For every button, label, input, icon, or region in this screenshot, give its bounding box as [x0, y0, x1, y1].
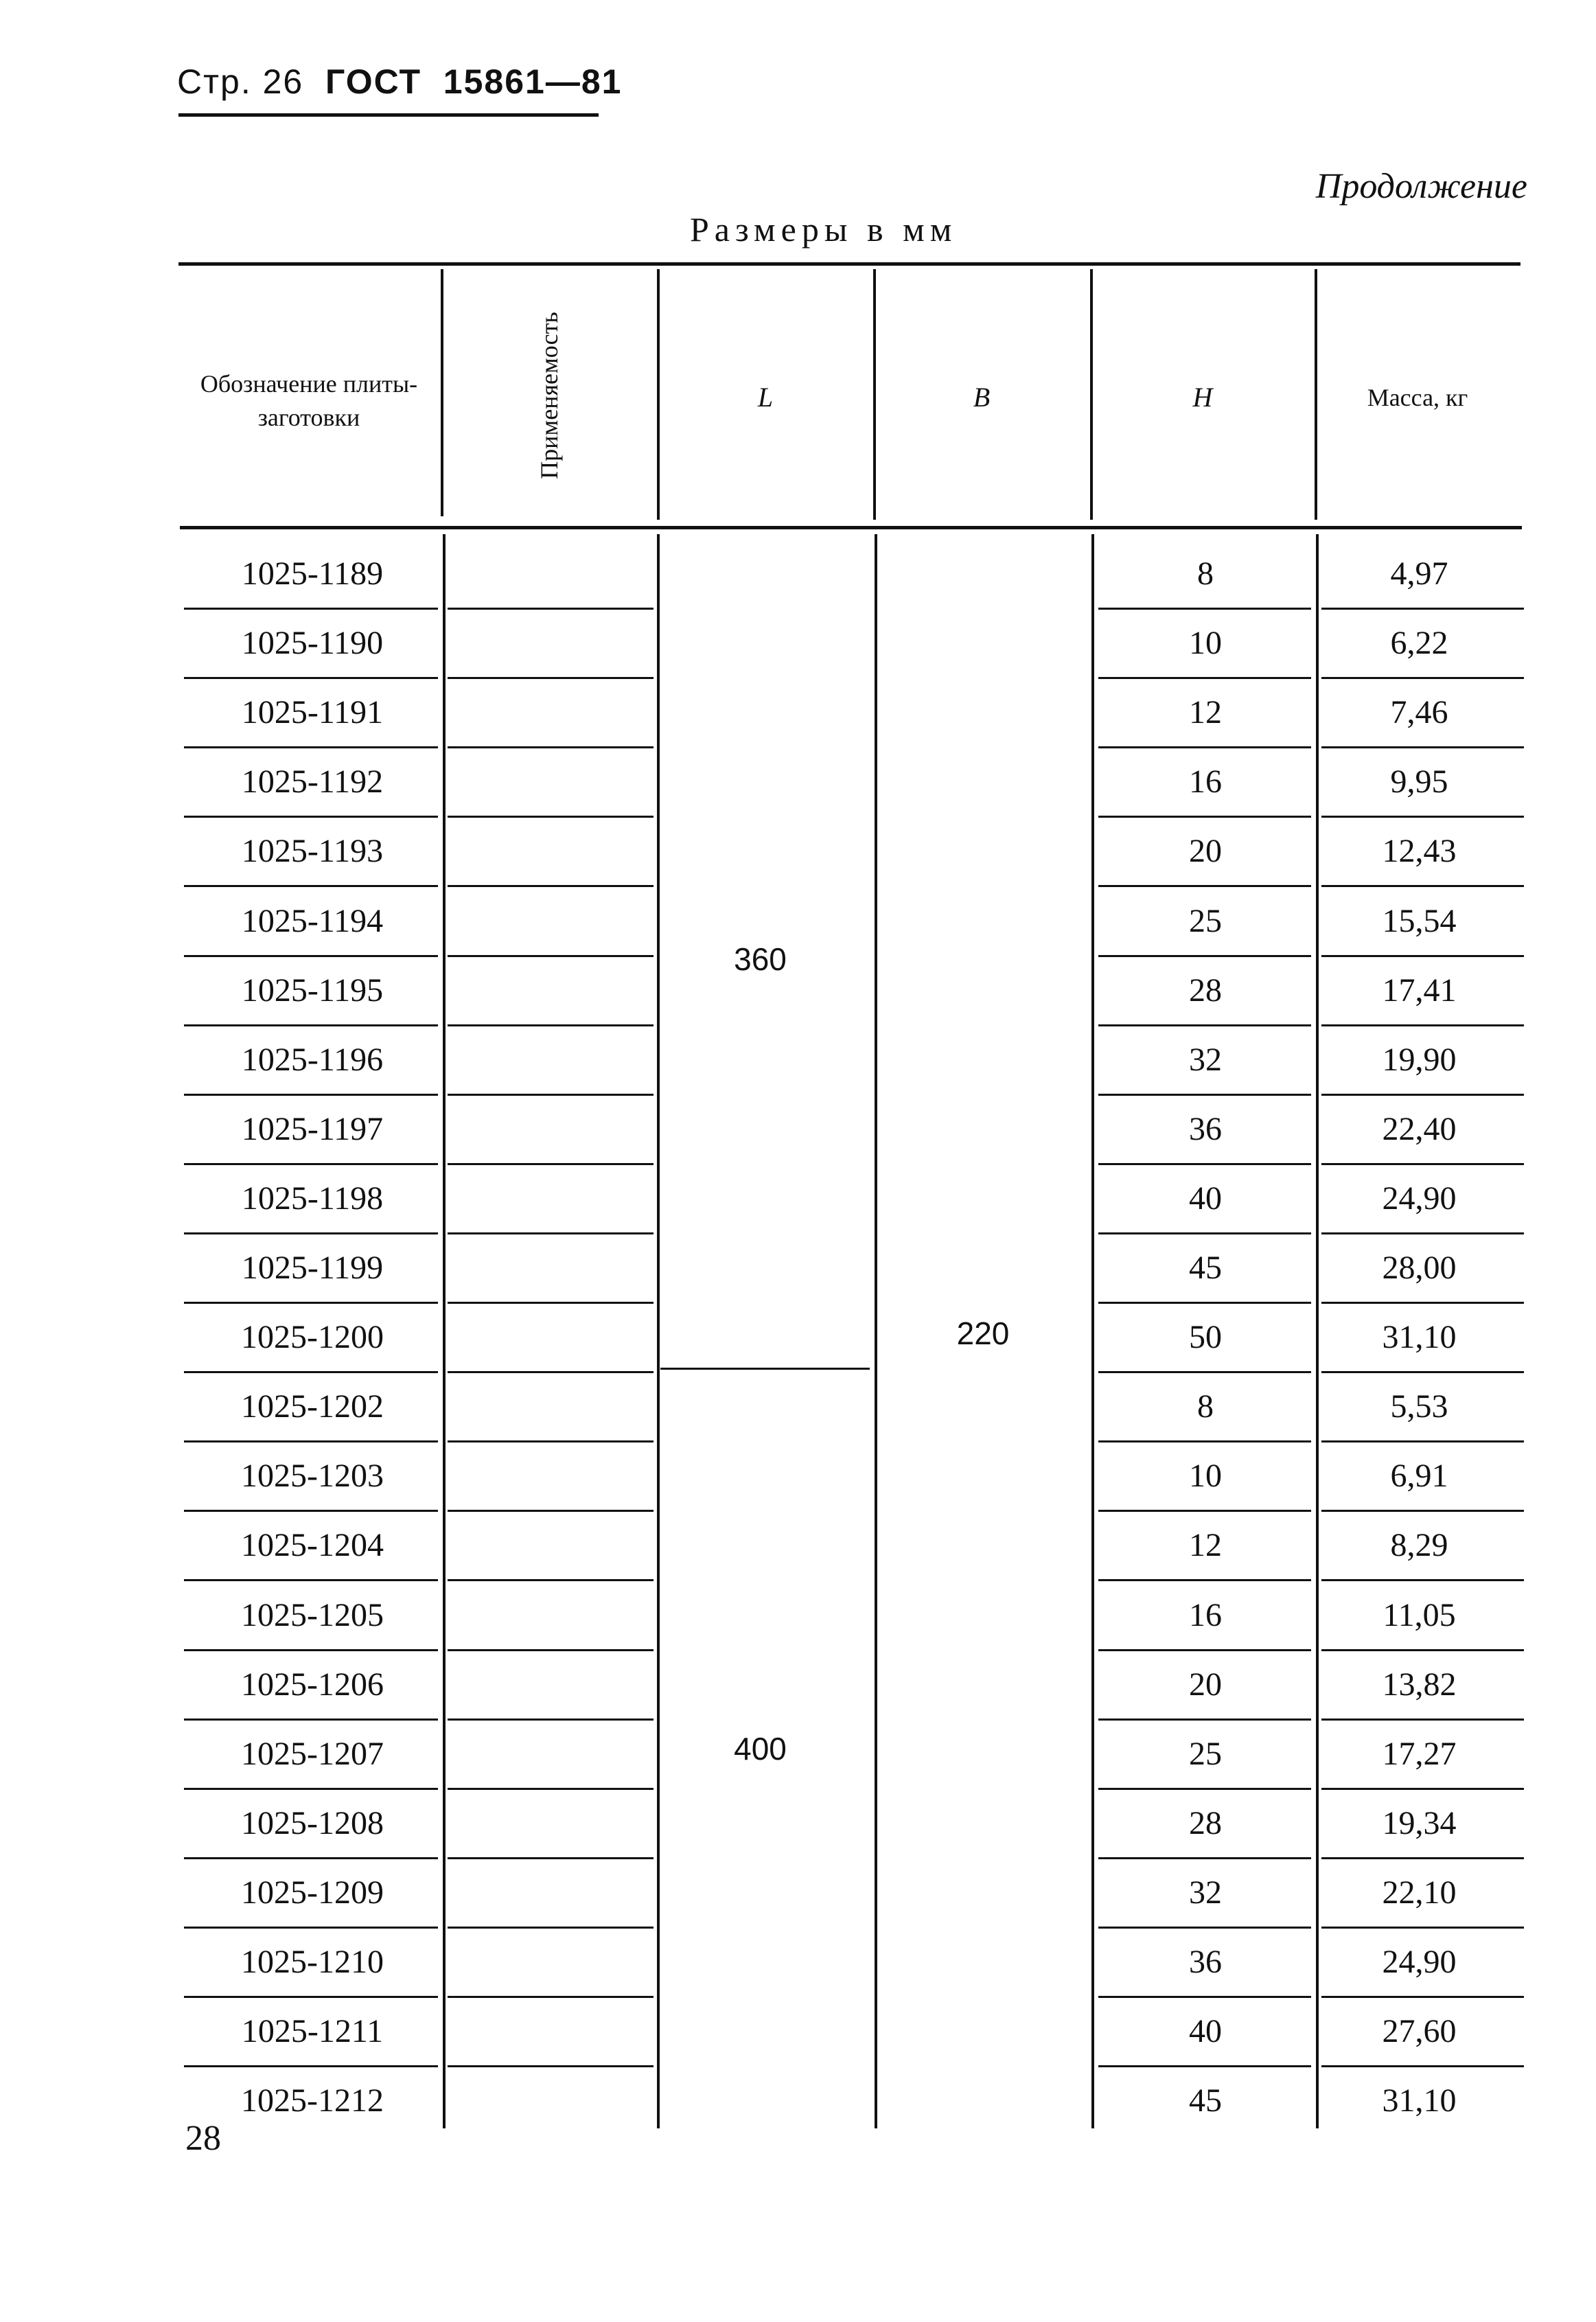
row-mass: 22,40 [1382, 1110, 1457, 1147]
row-separator [448, 955, 654, 957]
row-code: 1025-1189 [241, 555, 384, 592]
row-separator [184, 677, 438, 679]
row-separator [448, 1718, 654, 1721]
dimensions-note: Размеры в мм [690, 210, 958, 249]
row-mass: 31,10 [1382, 2082, 1457, 2119]
page-label: Стр. 26 [177, 62, 304, 101]
row-separator [1321, 1579, 1524, 1581]
row-separator [448, 1302, 654, 1304]
row-mass: 9,95 [1390, 763, 1448, 801]
row-H: 28 [1189, 1804, 1222, 1841]
row-separator [184, 1579, 438, 1581]
row-code: 1025-1210 [241, 1944, 384, 1980]
row-separator [184, 1094, 438, 1096]
col-header-H: H [1192, 382, 1213, 413]
row-separator [184, 1649, 438, 1651]
row-separator [1098, 1510, 1311, 1512]
row-code: 1025-1204 [241, 1527, 384, 1564]
row-mass: 22,10 [1382, 1874, 1457, 1911]
row-code: 1025-1208 [241, 1804, 384, 1841]
row-H: 28 [1189, 972, 1222, 1009]
row-code: 1025-1211 [241, 2013, 384, 2050]
row-separator [1098, 1302, 1311, 1304]
row-separator [1098, 1371, 1311, 1373]
row-separator [448, 1788, 654, 1790]
row-mass: 11,05 [1383, 1596, 1456, 1633]
row-separator [184, 1718, 438, 1721]
row-H: 25 [1189, 1735, 1222, 1772]
body-divider [1091, 534, 1094, 2128]
row-separator [448, 1649, 654, 1651]
row-separator [1098, 677, 1311, 679]
standard-number: 15861—81 [443, 62, 623, 101]
row-mass: 24,90 [1382, 1180, 1457, 1217]
row-H: 12 [1189, 1527, 1222, 1564]
row-separator [184, 816, 438, 818]
row-mass: 13,82 [1382, 1666, 1457, 1703]
standard-label: ГОСТ [325, 62, 421, 101]
row-separator [1098, 885, 1311, 887]
row-separator [184, 1302, 438, 1304]
row-mass: 19,34 [1382, 1804, 1457, 1841]
row-mass: 28,00 [1382, 1250, 1457, 1286]
row-H: 20 [1189, 1666, 1222, 1703]
row-H: 45 [1189, 1250, 1222, 1286]
row-separator [448, 1579, 654, 1581]
col-header-applicability: Применяемость [535, 312, 563, 479]
row-separator [448, 885, 654, 887]
B-value-220: 220 [956, 1315, 1010, 1351]
row-separator [448, 1094, 654, 1096]
L-group-divider [660, 1368, 870, 1370]
body-divider [1316, 534, 1319, 2128]
col-header-designation: Обозначение плиты-заготовки [200, 370, 418, 431]
row-mass: 12,43 [1382, 833, 1457, 870]
row-separator [1098, 1024, 1311, 1026]
row-separator [184, 1024, 438, 1026]
body-divider [657, 534, 660, 2128]
row-separator [1321, 1024, 1524, 1026]
row-separator [448, 1996, 654, 1998]
row-mass: 17,41 [1382, 972, 1457, 1009]
row-separator [1098, 1718, 1311, 1721]
table-top-rule [178, 262, 1520, 266]
row-separator [1321, 1371, 1524, 1373]
col-header-mass: Масса, кг [1367, 384, 1468, 411]
row-H: 20 [1189, 833, 1222, 870]
row-code: 1025-1203 [241, 1458, 384, 1495]
continuation-label: Продолжение [1315, 167, 1527, 206]
col-header-B: B [973, 382, 991, 413]
row-separator [1321, 1510, 1524, 1512]
row-separator [184, 885, 438, 887]
row-separator [1098, 746, 1311, 748]
row-mass: 24,90 [1382, 1944, 1457, 1980]
page-number: 28 [185, 2119, 221, 2158]
row-separator [1098, 1788, 1311, 1790]
row-code: 1025-1195 [241, 972, 384, 1009]
row-H: 40 [1189, 2013, 1222, 2050]
row-separator [184, 2065, 438, 2067]
row-separator [1321, 1649, 1524, 1651]
row-H: 45 [1189, 2082, 1222, 2119]
row-code: 1025-1199 [241, 1250, 384, 1286]
row-separator [1098, 1927, 1311, 1929]
row-separator [1098, 1857, 1311, 1859]
row-separator [1098, 1996, 1311, 1998]
row-separator [184, 955, 438, 957]
row-separator [1098, 1440, 1311, 1442]
row-code: 1025-1200 [241, 1319, 384, 1356]
row-mass: 5,53 [1390, 1388, 1448, 1425]
row-separator [448, 1510, 654, 1512]
row-separator [1321, 1788, 1524, 1790]
row-H: 16 [1189, 763, 1222, 801]
row-mass: 8,29 [1390, 1527, 1448, 1564]
row-H: 10 [1189, 1458, 1222, 1495]
row-H: 8 [1197, 1388, 1214, 1425]
row-H: 10 [1189, 625, 1222, 662]
row-separator [184, 1857, 438, 1859]
row-mass: 15,54 [1382, 902, 1457, 939]
row-separator [448, 816, 654, 818]
row-separator [1321, 1302, 1524, 1304]
row-code: 1025-1190 [241, 625, 384, 662]
row-separator [1321, 816, 1524, 818]
row-separator [448, 1857, 654, 1859]
row-separator [448, 608, 654, 610]
row-separator [1321, 885, 1524, 887]
body-divider [443, 534, 446, 2128]
row-separator [1098, 955, 1311, 957]
row-separator [448, 1440, 654, 1442]
row-separator [1321, 1927, 1524, 1929]
row-code: 1025-1194 [241, 902, 384, 939]
row-H: 8 [1197, 555, 1214, 592]
row-code: 1025-1193 [241, 833, 384, 870]
row-separator [448, 2065, 654, 2067]
row-separator [1321, 1440, 1524, 1442]
row-separator [448, 1927, 654, 1929]
row-separator [184, 1440, 438, 1442]
row-separator [1098, 1163, 1311, 1165]
row-separator [1321, 1996, 1524, 1998]
row-separator [448, 746, 654, 748]
header-underline [178, 113, 599, 117]
row-code: 1025-1197 [241, 1110, 384, 1147]
row-separator [1321, 1094, 1524, 1096]
row-separator [1321, 2065, 1524, 2067]
row-separator [184, 1788, 438, 1790]
row-separator [448, 1232, 654, 1234]
row-code: 1025-1196 [241, 1041, 384, 1078]
row-separator [1098, 608, 1311, 610]
row-code: 1025-1192 [241, 763, 384, 801]
row-separator [1098, 2065, 1311, 2067]
row-separator [1098, 816, 1311, 818]
row-separator [1098, 1649, 1311, 1651]
page-header [177, 62, 622, 102]
row-separator [448, 1371, 654, 1373]
row-code: 1025-1205 [241, 1596, 384, 1633]
row-code: 1025-1191 [241, 694, 384, 731]
row-separator [184, 608, 438, 610]
row-separator [184, 1996, 438, 1998]
row-separator [1321, 746, 1524, 748]
header-bottom-rule [180, 526, 1522, 529]
L-value-400: 400 [734, 1731, 787, 1767]
row-separator [1321, 1163, 1524, 1165]
row-separator [1321, 1232, 1524, 1234]
header-divider [1315, 269, 1317, 520]
row-mass: 4,97 [1390, 555, 1448, 592]
row-separator [448, 1163, 654, 1165]
row-separator [1321, 1718, 1524, 1721]
row-separator [1321, 608, 1524, 610]
row-separator [184, 746, 438, 748]
row-mass: 17,27 [1382, 1735, 1457, 1772]
col-header-L: L [757, 382, 774, 413]
row-H: 16 [1189, 1596, 1222, 1633]
row-separator [184, 1927, 438, 1929]
L-value-360: 360 [734, 941, 787, 977]
row-code: 1025-1207 [241, 1735, 384, 1772]
row-separator [1321, 1857, 1524, 1859]
row-H: 36 [1189, 1944, 1222, 1980]
row-mass: 7,46 [1390, 694, 1448, 731]
row-mass: 6,22 [1390, 625, 1448, 662]
row-code: 1025-1209 [241, 1874, 384, 1911]
row-code: 1025-1202 [241, 1388, 384, 1425]
row-separator [1098, 1579, 1311, 1581]
row-separator [184, 1371, 438, 1373]
row-separator [1321, 955, 1524, 957]
row-separator [184, 1232, 438, 1234]
row-H: 12 [1189, 694, 1222, 731]
row-H: 32 [1189, 1041, 1222, 1078]
row-mass: 19,90 [1382, 1041, 1457, 1078]
row-separator [1098, 1094, 1311, 1096]
row-code: 1025-1198 [241, 1180, 384, 1217]
row-separator [448, 677, 654, 679]
row-H: 32 [1189, 1874, 1222, 1911]
row-H: 25 [1189, 902, 1222, 939]
row-H: 36 [1189, 1110, 1222, 1147]
header-divider [441, 269, 443, 516]
row-code: 1025-1212 [241, 2082, 384, 2119]
row-H: 40 [1189, 1180, 1222, 1217]
row-mass: 31,10 [1382, 1319, 1457, 1356]
row-separator [184, 1510, 438, 1512]
row-separator [1098, 1232, 1311, 1234]
row-mass: 6,91 [1390, 1458, 1448, 1495]
row-code: 1025-1206 [241, 1666, 384, 1703]
row-separator [184, 1163, 438, 1165]
row-H: 50 [1189, 1319, 1222, 1356]
row-separator [448, 1024, 654, 1026]
row-separator [1321, 677, 1524, 679]
row-mass: 27,60 [1382, 2013, 1457, 2050]
